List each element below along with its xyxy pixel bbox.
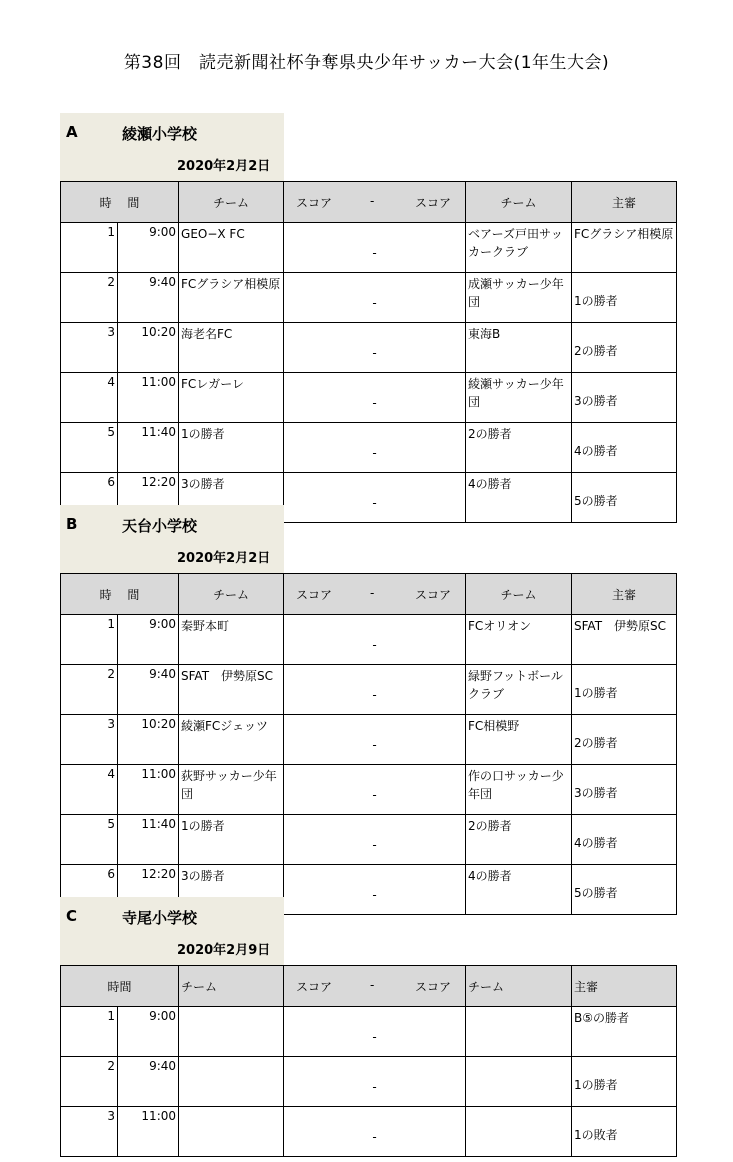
referee: 1の勝者: [572, 273, 677, 323]
team-away: 東海B: [466, 323, 572, 373]
referee: 4の勝者: [572, 423, 677, 473]
table-row: [61, 665, 677, 715]
header-score-right: スコア: [415, 196, 452, 210]
match-number: 6: [61, 473, 118, 523]
referee: 3の勝者: [572, 373, 677, 423]
team-away: 4の勝者: [466, 473, 572, 523]
score-cell: -: [284, 665, 466, 715]
header-score: [284, 966, 466, 1007]
team-away: 2の勝者: [466, 423, 572, 473]
table-header-row: [61, 574, 677, 615]
venue-header-box: [60, 113, 284, 181]
venue-header-box: [60, 505, 284, 573]
referee: 5の勝者: [572, 473, 677, 523]
referee: B⑤の勝者: [572, 1007, 677, 1057]
page-title: 第38回 読売新聞社杯争奪県央少年サッカー大会(1年生大会): [123, 53, 610, 73]
team-away: FCオリオン: [466, 615, 572, 665]
table-row: [61, 615, 677, 665]
team-away: 緑野フットボールクラブ: [466, 665, 572, 715]
score-cell: -: [284, 373, 466, 423]
table-row: [61, 1057, 677, 1107]
team-home: 1の勝者: [179, 815, 284, 865]
header-team2: チーム: [466, 574, 572, 615]
header-score-right: スコア: [415, 980, 452, 994]
referee: 1の勝者: [572, 665, 677, 715]
team-away: 綾瀬サッカー少年団: [466, 373, 572, 423]
header-score-right: スコア: [415, 588, 452, 602]
referee: 1の敗者: [572, 1107, 677, 1157]
referee: 2の勝者: [572, 323, 677, 373]
team-home: 3の勝者: [179, 473, 284, 523]
match-number: 2: [61, 1057, 118, 1107]
match-number: 5: [61, 815, 118, 865]
header-score-dash: -: [370, 194, 375, 208]
match-time: 12:20: [118, 865, 179, 915]
match-time: 9:00: [118, 615, 179, 665]
score-cell: -: [284, 423, 466, 473]
score-cell: -: [284, 815, 466, 865]
match-time: 9:40: [118, 273, 179, 323]
header-score-dash: -: [370, 586, 375, 600]
match-time: 11:40: [118, 815, 179, 865]
score-cell: -: [284, 223, 466, 273]
team-home: 荻野サッカー少年団: [179, 765, 284, 815]
match-time: 11:00: [118, 1107, 179, 1157]
table-row: [61, 223, 677, 273]
match-number: 5: [61, 423, 118, 473]
header-team1: チーム: [179, 574, 284, 615]
header-time: 時間: [61, 966, 179, 1007]
team-home: 綾瀬FCジェッツ: [179, 715, 284, 765]
match-time: 11:40: [118, 423, 179, 473]
venue-date: 2020年2月9日: [177, 943, 271, 958]
referee: FCグラシア相模原: [572, 223, 677, 273]
header-score-left: スコア: [296, 196, 333, 210]
team-away: FC相模野: [466, 715, 572, 765]
table-header-row: [61, 182, 677, 223]
match-time: 10:20: [118, 715, 179, 765]
header-score: [284, 574, 466, 615]
score-cell: -: [284, 715, 466, 765]
match-number: 6: [61, 865, 118, 915]
venue-letter: C: [66, 907, 78, 925]
score-cell: -: [284, 615, 466, 665]
score-cell: -: [284, 865, 466, 915]
table-row: [61, 373, 677, 423]
header-score-left: スコア: [296, 980, 333, 994]
match-time: 11:00: [118, 765, 179, 815]
match-number: 2: [61, 665, 118, 715]
team-home: [179, 1057, 284, 1107]
team-home: 海老名FC: [179, 323, 284, 373]
team-home: [179, 1107, 284, 1157]
team-away: [466, 1107, 572, 1157]
match-number: 1: [61, 223, 118, 273]
header-team1: チーム: [179, 182, 284, 223]
header-referee: 主審: [572, 966, 677, 1007]
team-away: 2の勝者: [466, 815, 572, 865]
match-time: 9:40: [118, 1057, 179, 1107]
score-cell: -: [284, 473, 466, 523]
team-home: [179, 1007, 284, 1057]
match-schedule-table: [60, 965, 677, 1157]
score-cell: -: [284, 273, 466, 323]
venue-letter: B: [66, 515, 78, 533]
match-time: 12:20: [118, 473, 179, 523]
match-time: 9:00: [118, 223, 179, 273]
table-header-row: [61, 966, 677, 1007]
header-referee: 主審: [572, 182, 677, 223]
match-time: 9:40: [118, 665, 179, 715]
match-number: 3: [61, 323, 118, 373]
team-home: 3の勝者: [179, 865, 284, 915]
team-away: 4の勝者: [466, 865, 572, 915]
venue-date: 2020年2月2日: [177, 551, 271, 566]
referee: 2の勝者: [572, 715, 677, 765]
venue-name: 天台小学校: [122, 517, 198, 535]
team-away: 成瀬サッカー少年団: [466, 273, 572, 323]
match-number: 1: [61, 615, 118, 665]
table-row: [61, 765, 677, 815]
venue-header-box: [60, 897, 284, 965]
referee: SFAT 伊勢原SC: [572, 615, 677, 665]
header-score-dash: -: [370, 978, 375, 992]
table-row: [61, 1007, 677, 1057]
referee: 3の勝者: [572, 765, 677, 815]
match-time: 10:20: [118, 323, 179, 373]
team-away: [466, 1057, 572, 1107]
match-number: 1: [61, 1007, 118, 1057]
score-cell: -: [284, 1107, 466, 1157]
team-home: FCレガーレ: [179, 373, 284, 423]
table-row: [61, 423, 677, 473]
match-number: 4: [61, 765, 118, 815]
table-row: [61, 273, 677, 323]
match-number: 4: [61, 373, 118, 423]
header-time: 時 間: [61, 574, 179, 615]
header-team2: チーム: [466, 966, 572, 1007]
table-row: [61, 815, 677, 865]
header-score: [284, 182, 466, 223]
team-away: 作の口サッカー少年団: [466, 765, 572, 815]
header-team2: チーム: [466, 182, 572, 223]
team-home: 秦野本町: [179, 615, 284, 665]
match-time: 9:00: [118, 1007, 179, 1057]
match-time: 11:00: [118, 373, 179, 423]
venue-name: 綾瀬小学校: [122, 125, 198, 143]
table-row: [61, 1107, 677, 1157]
header-time: 時 間: [61, 182, 179, 223]
table-row: [61, 323, 677, 373]
table-row: [61, 715, 677, 765]
match-number: 2: [61, 273, 118, 323]
team-away: [466, 1007, 572, 1057]
team-home: 1の勝者: [179, 423, 284, 473]
team-away: ベアーズ戸田サッカークラブ: [466, 223, 572, 273]
team-home: FCグラシア相模原: [179, 273, 284, 323]
match-number: 3: [61, 1107, 118, 1157]
header-team1: チーム: [179, 966, 284, 1007]
match-number: 3: [61, 715, 118, 765]
score-cell: -: [284, 765, 466, 815]
header-referee: 主審: [572, 574, 677, 615]
referee: 5の勝者: [572, 865, 677, 915]
team-home: GEO−X FC: [179, 223, 284, 273]
score-cell: -: [284, 323, 466, 373]
venue-date: 2020年2月2日: [177, 159, 271, 174]
score-cell: -: [284, 1057, 466, 1107]
venue-letter: A: [66, 123, 78, 141]
header-score-left: スコア: [296, 588, 333, 602]
score-cell: -: [284, 1007, 466, 1057]
match-schedule-table: [60, 181, 677, 523]
venue-name: 寺尾小学校: [122, 909, 198, 927]
referee: 1の勝者: [572, 1057, 677, 1107]
team-home: SFAT 伊勢原SC: [179, 665, 284, 715]
match-schedule-table: [60, 573, 677, 915]
referee: 4の勝者: [572, 815, 677, 865]
